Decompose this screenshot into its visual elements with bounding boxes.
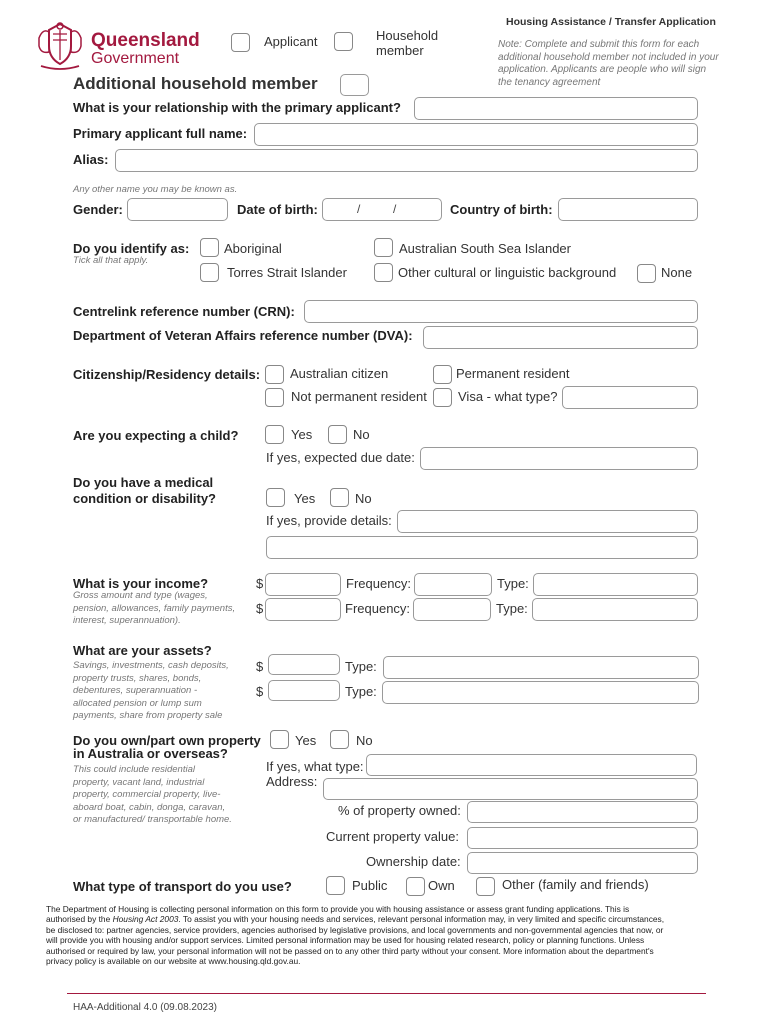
citizenship-label: Citizenship/Residency details:	[73, 367, 261, 382]
dva-label: Department of Veteran Affairs reference number (DVA):	[73, 328, 413, 343]
applicant-checkbox[interactable]	[231, 33, 250, 52]
not-permanent-resident-label: Not permanent resident	[291, 389, 427, 404]
medical-yes-label: Yes	[294, 491, 316, 506]
south-sea-islander-checkbox[interactable]	[374, 238, 393, 257]
privacy-text-1: The Department of Housing is collecting personal information on this form to provide you with housing assistance or assess grant funding applications. This is authorised by the	[46, 904, 630, 925]
property-yes-checkbox[interactable]	[270, 730, 289, 749]
medical-label-1: Do you have a medical	[73, 475, 214, 490]
country-label: Country of birth:	[450, 202, 553, 217]
relationship-label: What is your relationship with the primary applicant?	[73, 100, 401, 115]
transport-own-label: Own	[428, 878, 455, 893]
south-sea-islander-label: Australian South Sea Islander	[399, 241, 571, 256]
pct-owned-input[interactable]	[467, 801, 698, 823]
transport-own-checkbox[interactable]	[406, 877, 425, 896]
applicant-label: Applicant	[264, 34, 318, 49]
household-member-label-1: Household	[376, 28, 439, 43]
country-input[interactable]	[558, 198, 698, 221]
household-member-label-2: member	[376, 43, 424, 58]
property-label-2: in Australia or overseas?	[73, 746, 228, 761]
income-type-input-2[interactable]	[532, 598, 698, 621]
gender-input[interactable]	[127, 198, 228, 221]
ownership-date-label: Ownership date:	[366, 854, 461, 869]
alias-input[interactable]	[115, 149, 698, 172]
crn-label: Centrelink reference number (CRN):	[73, 304, 295, 319]
assets-type-input-1[interactable]	[383, 656, 699, 679]
section-title: Additional household member	[73, 74, 318, 93]
member-number-field[interactable]	[340, 74, 369, 96]
assets-hint: Savings, investments, cash deposits, property trusts, shares, bonds, debentures, superannuation - allocated pension or lump sum payments, share from property sale	[73, 660, 229, 721]
other-cultural-label: Other cultural or linguistic background	[398, 265, 617, 280]
primary-name-input[interactable]	[254, 123, 698, 146]
assets-type-label-1: Type:	[345, 659, 377, 674]
income-dollar: $	[256, 576, 264, 591]
torres-strait-label: Torres Strait Islander	[227, 265, 347, 280]
transport-label: What type of transport do you use?	[73, 879, 292, 894]
dob-slash: /	[357, 202, 361, 216]
medical-no-label: No	[355, 491, 372, 506]
housing-act-reference: Housing Act 2003	[112, 914, 179, 925]
assets-type-label-2: Type:	[345, 684, 377, 699]
expecting-child-label: Are you expecting a child?	[73, 428, 239, 443]
property-hint: This could include residential property, vacant land, industrial property, commercial property, live-aboard boat, cabin, donga, caravan, or manufactured/ transportable home.	[73, 764, 232, 825]
income-type-input-1[interactable]	[533, 573, 698, 596]
torres-strait-checkbox[interactable]	[200, 263, 219, 282]
australian-citizen-checkbox[interactable]	[265, 365, 284, 384]
alias-hint: Any other name you may be known as.	[73, 184, 238, 195]
assets-dollar-2: $	[256, 684, 264, 699]
income-amount-input-1[interactable]	[265, 573, 341, 596]
crn-input[interactable]	[304, 300, 698, 323]
assets-dollar: $	[256, 659, 264, 674]
qld-coat-of-arms-logo	[33, 18, 87, 72]
none-label: None	[661, 265, 693, 280]
other-cultural-checkbox[interactable]	[374, 263, 393, 282]
permanent-resident-label: Permanent resident	[456, 366, 570, 381]
visa-type-input[interactable]	[562, 386, 698, 409]
income-type-label-1: Type:	[497, 576, 529, 591]
income-dollar-2: $	[256, 601, 264, 616]
transport-public-label: Public	[352, 878, 388, 893]
due-date-label: If yes, expected due date:	[266, 450, 415, 465]
form-code: HAA-Additional 4.0 (09.08.2023)	[73, 1002, 217, 1013]
form-note: Note: Complete and submit this form for each additional household member not included in your application. Applicants are people who will sign the tenancy agreement	[498, 39, 719, 88]
expecting-yes-label: Yes	[291, 427, 313, 442]
medical-yes-checkbox[interactable]	[266, 488, 285, 507]
form-title: Housing Assistance / Transfer Application	[506, 16, 716, 28]
address-input[interactable]	[323, 778, 698, 800]
relationship-input[interactable]	[414, 97, 698, 120]
aboriginal-checkbox[interactable]	[200, 238, 219, 257]
identify-hint: Tick all that apply.	[73, 255, 149, 266]
dob-input[interactable]	[322, 198, 442, 221]
primary-name-label: Primary applicant full name:	[73, 126, 248, 141]
income-hint: Gross amount and type (wages, pension, allowances, family payments, interest, superannuation).	[73, 590, 236, 626]
footer-divider	[67, 993, 706, 994]
property-label-1: Do you own/part own property	[73, 733, 261, 748]
transport-public-checkbox[interactable]	[326, 876, 345, 895]
australian-citizen-label: Australian citizen	[290, 366, 389, 381]
provide-details-label: If yes, provide details:	[266, 513, 392, 528]
income-frequency-label-1: Frequency:	[346, 576, 412, 591]
income-frequency-label-2: Frequency:	[345, 601, 411, 616]
aboriginal-label: Aboriginal	[224, 241, 282, 256]
medical-details-input[interactable]	[397, 510, 698, 533]
assets-amount-input-1[interactable]	[268, 654, 340, 675]
income-label: What is your income?	[73, 576, 209, 591]
org-name-line2: Government	[91, 50, 180, 67]
identify-label: Do you identify as:	[73, 241, 190, 256]
current-value-label: Current property value:	[326, 829, 459, 844]
none-checkbox[interactable]	[637, 264, 656, 283]
medical-label-2: condition or disability?	[73, 491, 216, 506]
property-type-label: If yes, what type:	[266, 759, 364, 774]
alias-label: Alias:	[73, 152, 109, 167]
current-value-input[interactable]	[467, 827, 698, 849]
property-no-checkbox[interactable]	[330, 730, 349, 749]
medical-details-input-2[interactable]	[266, 536, 698, 559]
pct-owned-label: % of property owned:	[338, 803, 461, 818]
permanent-resident-checkbox[interactable]	[433, 365, 452, 384]
privacy-statement	[46, 904, 666, 966]
visa-label: Visa - what type?	[458, 389, 558, 404]
property-no-label: No	[356, 733, 373, 748]
assets-amount-input-2[interactable]	[268, 680, 340, 701]
income-frequency-input-1[interactable]	[414, 573, 492, 596]
property-type-input[interactable]	[366, 754, 697, 776]
expecting-no-checkbox[interactable]	[328, 425, 347, 444]
assets-label: What are your assets?	[73, 643, 212, 658]
medical-no-checkbox[interactable]	[330, 488, 349, 507]
privacy-text-2: . To assist you with your housing needs and services, relevant personal information may, in very limited and specific circumstances, be disclosed to: partner agencies, service providers, agencies authorised by legislative provisions, and local governments and non-governmental agencies that now, or will provide you with housing and/or support services. Limited personal information may be used for housing related research, policy or planning functions. Unless authorised or required by law, your personal information will not be passed on to any other third party without your consent. More information about the department's privacy policy is available on our website at www.housing.qld.gov.au.	[46, 914, 665, 967]
org-name-line1: Queensland	[91, 30, 200, 51]
income-type-label-2: Type:	[496, 601, 528, 616]
not-permanent-resident-checkbox[interactable]	[265, 388, 284, 407]
dob-slash: /	[393, 202, 397, 216]
transport-other-label: Other (family and friends)	[502, 877, 649, 892]
expecting-no-label: No	[353, 427, 370, 442]
ownership-date-input[interactable]	[467, 852, 698, 874]
due-date-input[interactable]	[420, 447, 698, 470]
transport-other-checkbox[interactable]	[476, 877, 495, 896]
dob-label: Date of birth:	[237, 202, 318, 217]
address-label: Address:	[266, 774, 318, 789]
property-yes-label: Yes	[295, 733, 317, 748]
gender-label: Gender:	[73, 202, 123, 217]
household-member-checkbox[interactable]	[334, 32, 353, 51]
assets-type-input-2[interactable]	[382, 681, 699, 704]
income-frequency-input-2[interactable]	[413, 598, 491, 621]
income-amount-input-2[interactable]	[265, 598, 341, 621]
expecting-yes-checkbox[interactable]	[265, 425, 284, 444]
visa-checkbox[interactable]	[433, 388, 452, 407]
dva-input[interactable]	[423, 326, 698, 349]
